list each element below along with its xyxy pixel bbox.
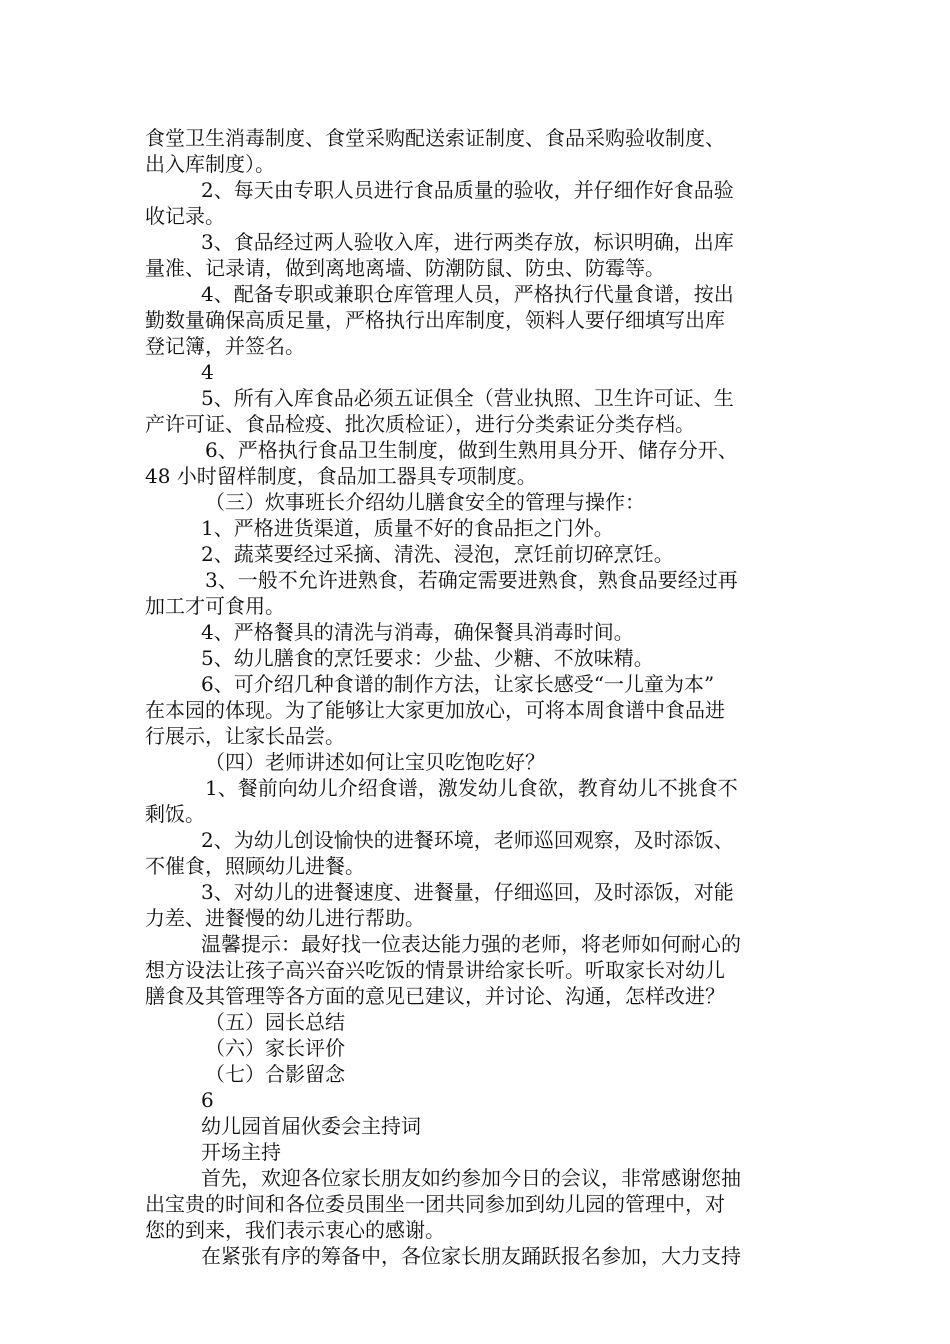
text-line: 膳食及其管理等各方面的意见已建议，并讨论、沟通，怎样改进？ <box>145 984 725 1008</box>
text-line: 行展示，让家长品尝。 <box>145 724 345 748</box>
text-line: （七）合影留念 <box>205 1062 345 1086</box>
text-line: 3、对幼儿的进餐速度、进餐量，仔细巡回，及时添饭，对能 <box>201 880 734 904</box>
text-line: 6、严格执行食品卫生制度，做到生熟用具分开、储存分开、 <box>205 438 738 462</box>
text-line: 在本园的体现。为了能够让大家更加放心，可将本周食谱中食品进 <box>145 698 725 722</box>
text-line: 勤数量确保高质足量，严格执行出库制度，领料人要仔细填写出库 <box>145 308 725 332</box>
text-line: 开场主持 <box>201 1140 281 1164</box>
text-line: 5、所有入库食品必须五证俱全（营业执照、卫生许可证、生 <box>201 386 734 410</box>
text-line: 48 小时留样制度，食品加工器具专项制度。 <box>145 464 537 488</box>
text-line: 产许可证、食品检疫、批次质检证），进行分类索证分类存档。 <box>145 412 695 436</box>
text-line: 在紧张有序的筹备中，各位家长朋友踊跃报名参加，大力支持 <box>201 1244 741 1268</box>
text-line: 5、幼儿膳食的烹饪要求：少盐、少糖、不放味精。 <box>201 646 654 670</box>
text-line: 2、蔬菜要经过采摘、清洗、浸泡，烹饪前切碎烹饪。 <box>201 542 674 566</box>
text-line: 量准、记录请，做到离地离墙、防潮防鼠、防虫、防霉等。 <box>145 256 665 280</box>
text-line: 出入库制度）。 <box>145 152 275 176</box>
text-line: 加工才可食用。 <box>145 594 285 618</box>
text-line: 6 <box>201 1088 214 1112</box>
text-line: 您的到来，我们表示衷心的感谢。 <box>145 1218 445 1242</box>
text-line: 2、为幼儿创设愉快的进餐环境，老师巡回观察，及时添饭、 <box>201 828 734 852</box>
text-line: （四）老师讲述如何让宝贝吃饱吃好？ <box>205 750 545 774</box>
text-line: 温馨提示：最好找一位表达能力强的老师，将老师如何耐心的 <box>201 932 741 956</box>
text-line: 4、配备专职或兼职仓库管理人员，严格执行代量食谱，按出 <box>201 282 734 306</box>
text-line: 6、可介绍几种食谱的制作方法，让家长感受“一儿童为本” <box>201 672 715 696</box>
text-line: 收记录。 <box>145 204 225 228</box>
text-line: （六）家长评价 <box>205 1036 345 1060</box>
document-page <box>145 125 811 1269</box>
text-line: 2、每天由专职人员进行食品质量的验收，并仔细作好食品验 <box>201 178 734 202</box>
text-line: 出宝贵的时间和各位委员围坐一团共同参加到幼儿园的管理中，对 <box>145 1192 725 1216</box>
text-line: 3、一般不允许进熟食，若确定需要进熟食，熟食品要经过再 <box>205 568 738 592</box>
text-line: 1、餐前向幼儿介绍食谱，激发幼儿食欲，教育幼儿不挑食不 <box>205 776 738 800</box>
text-line: 4 <box>201 360 214 384</box>
text-line: 不催食，照顾幼儿进餐。 <box>145 854 365 878</box>
text-line: 登记簿，并签名。 <box>145 334 305 358</box>
text-line: 想方设法让孩子高兴奋兴吃饭的情景讲给家长听。听取家长对幼儿 <box>145 958 725 982</box>
text-line: 幼儿园首届伙委会主持词 <box>201 1114 421 1138</box>
text-line: 首先，欢迎各位家长朋友如约参加今日的会议，非常感谢您抽 <box>201 1166 741 1190</box>
text-line: （三）炊事班长介绍幼儿膳食安全的管理与操作： <box>205 490 645 514</box>
text-line: 剩饭。 <box>145 802 205 826</box>
text-line: 4、严格餐具的清洗与消毒，确保餐具消毒时间。 <box>201 620 634 644</box>
text-line: 3、食品经过两人验收入库，进行两类存放，标识明确，出库 <box>201 230 734 254</box>
text-line: 1、严格进货渠道，质量不好的食品拒之门外。 <box>201 516 614 540</box>
text-line: （五）园长总结 <box>205 1010 345 1034</box>
text-line: 力差、进餐慢的幼儿进行帮助。 <box>145 906 425 930</box>
text-line: 食堂卫生消毒制度、食堂采购配送索证制度、食品采购验收制度、 <box>145 126 725 150</box>
